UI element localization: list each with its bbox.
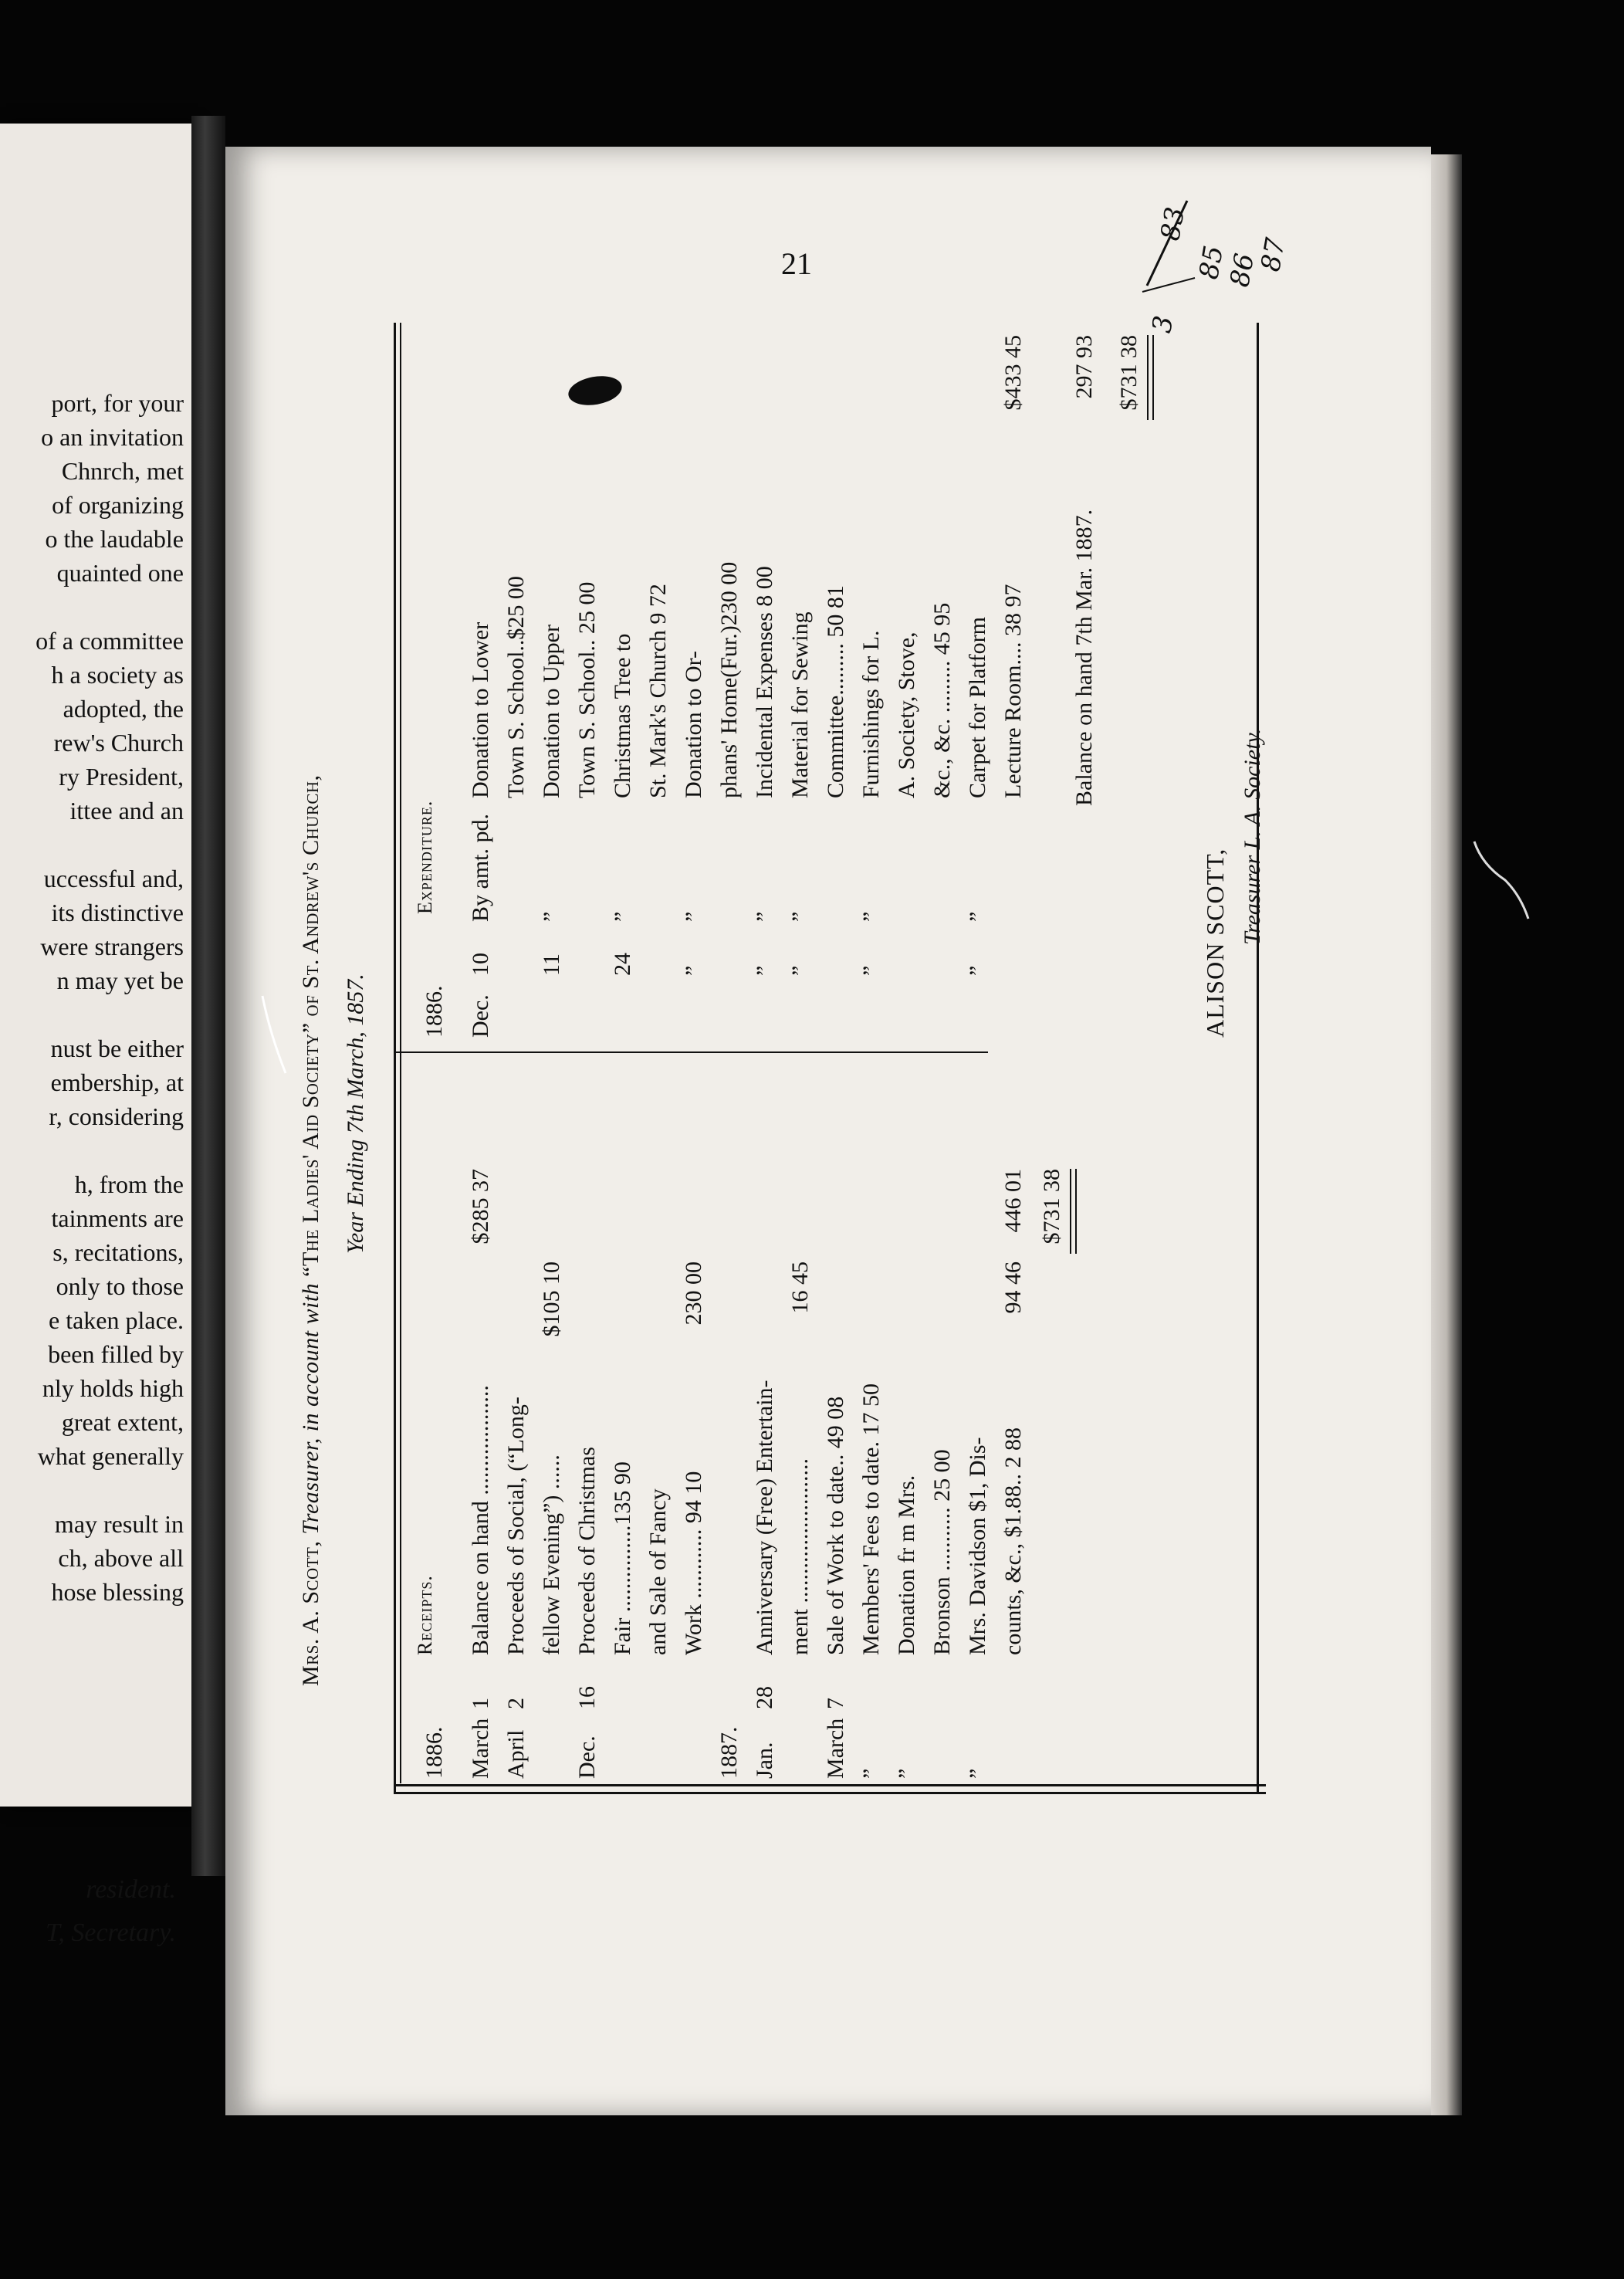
text-line: were strangers (40, 933, 184, 960)
expenditure-text: Furnishings for L. (858, 630, 884, 798)
receipt-text: and Sale of Fancy (645, 1488, 671, 1655)
handnote-3: 3 (1146, 313, 1180, 336)
receipt-text: Mrs. Davidson $1, Dis- (965, 1437, 990, 1655)
receipt-day: 1 (468, 1698, 493, 1709)
expenditure-day: ” (752, 965, 777, 976)
expenditure-text: Town S. School..$25 00 (503, 576, 529, 798)
text-line: of organizing (52, 491, 184, 519)
receipts-year: 1886. (421, 1726, 447, 1779)
account-title (298, 323, 324, 1686)
signature-line: resident. (86, 1875, 176, 1904)
paragraph-gap (36, 590, 184, 624)
account-sheet (298, 323, 1270, 1794)
expenditure-text: Material for Sewing (787, 611, 813, 798)
expenditure-text: Carpet for Platform (965, 617, 990, 798)
receipt-day: 16 (574, 1686, 600, 1709)
expenditure-amount: $433 45 (1000, 335, 1026, 411)
text-line: of a committee (36, 627, 184, 655)
text-line: only to those (56, 1272, 184, 1300)
text-line: r, considering (49, 1102, 184, 1130)
receipt-month: April (503, 1729, 529, 1779)
text-line: h, from the (74, 1170, 184, 1198)
film-scratch (1467, 834, 1544, 926)
text-line: been filled by (48, 1340, 184, 1368)
receipt-month: 1887. (716, 1726, 742, 1779)
receipt-text: Fair ...............135 90 (610, 1461, 635, 1655)
paragraph-gap (36, 1133, 184, 1167)
expenditure-day: 10 (468, 953, 493, 976)
frame-rule (394, 323, 396, 1794)
receipt-amount: 230 00 (681, 1261, 706, 1326)
receipt-amount: 16 45 (787, 1261, 813, 1314)
expenditure-day: ” (858, 965, 884, 976)
expenditure-month: Dec. (468, 994, 493, 1038)
expenditure-text: Lecture Room.... 38 97 (1000, 584, 1026, 798)
expenditure-total-rule (1147, 335, 1154, 420)
receipt-month: March (823, 1718, 848, 1779)
receipt-amount: 94 46 (1000, 1261, 1026, 1314)
text-line: ittee and an (69, 797, 184, 825)
expenditure-day: ” (681, 965, 706, 976)
title-role: Treasurer, in account with (298, 1282, 323, 1535)
signature-line: T, Secretary. (45, 1918, 176, 1947)
text-line: adopted, the (63, 695, 184, 723)
expenditure-prefix: ” (539, 911, 564, 922)
receipt-text: counts, &c., $1.88.. 2 88 (1000, 1427, 1026, 1655)
expenditure-prefix: ” (965, 911, 990, 922)
signature-role: Treasurer L. A. Society. (1240, 728, 1265, 945)
receipts-heading: Receipts. (414, 1575, 436, 1655)
title-society: “The Ladies' Aid Society” of St. Andrew's Church, (298, 774, 323, 1283)
text-line: e taken place. (49, 1306, 184, 1334)
expenditure-heading: Expenditure. (414, 800, 436, 914)
text-line: great extent, (61, 1408, 184, 1436)
column-divider (394, 1051, 988, 1053)
text-line: quainted one (56, 559, 184, 587)
text-line: tainments are (51, 1204, 184, 1232)
previous-page-text (36, 386, 184, 1609)
expenditure-day: ” (787, 965, 813, 976)
expenditure-text: Town S. School.. 25 00 (574, 581, 600, 798)
receipt-month: Jan. (752, 1742, 777, 1779)
text-line: nly holds high (42, 1374, 184, 1402)
receipt-day: 2 (503, 1698, 529, 1709)
frame-rule (1257, 323, 1259, 1794)
expenditure-text: &c., &c. ......... 45 95 (929, 602, 955, 798)
text-line: what generally (37, 1442, 184, 1470)
expenditure-text: phans' Home(Fur.)230 00 (716, 561, 742, 798)
text-line: s, recitations, (52, 1238, 184, 1266)
text-line: nust be either (50, 1035, 184, 1062)
page-number: 21 (781, 246, 812, 281)
expenditure-prefix: ” (858, 911, 884, 922)
expenditure-prefix: ” (787, 911, 813, 922)
expenditure-prefix: ” (610, 911, 635, 922)
expenditure-text: Donation to Lower (468, 621, 493, 798)
text-line: h a society as (51, 661, 184, 689)
expenditure-text: Christmas Tree to (610, 633, 635, 798)
text-line: ch, above all (58, 1544, 184, 1572)
account-subtitle: Year Ending 7th March, 1857. (343, 974, 368, 1254)
receipt-text: ment ......................... (787, 1458, 813, 1655)
paragraph-gap (36, 997, 184, 1031)
paragraph-gap (36, 1473, 184, 1507)
expenditure-text: St. Mark's Church 9 72 (645, 584, 671, 798)
receipt-text: Members' Fees to date. 17 50 (858, 1383, 884, 1655)
receipt-month: ” (965, 1768, 990, 1779)
receipt-text: Balance on hand ................... (468, 1385, 493, 1655)
expenditure-text: Donation to Upper (539, 625, 564, 798)
frame-rule (400, 323, 401, 1783)
receipts-total-rule (1070, 1169, 1077, 1254)
receipt-month: ” (858, 1768, 884, 1779)
text-line: ry President, (59, 763, 184, 791)
title-name: Mrs. A. Scott, (298, 1534, 323, 1686)
text-line: Chnrch, met (61, 457, 184, 485)
expenditure-text: A. Society, Stove, (894, 632, 919, 798)
receipts-total: $731 38 (1039, 1169, 1064, 1244)
receipt-text: fellow Evening”) ...... (539, 1454, 564, 1655)
receipt-amount: $105 10 (539, 1261, 564, 1337)
expenditure-prefix: ” (681, 911, 706, 922)
receipt-amount: $285 37 (468, 1169, 493, 1244)
expenditure-text: Donation to Or- (681, 650, 706, 798)
page-edge (1431, 154, 1462, 2115)
receipt-amount: 446 01 (1000, 1169, 1026, 1233)
receipt-text: Work ............ 94 10 (681, 1471, 706, 1655)
expenditure-day: ” (965, 965, 990, 976)
text-line: uccessful and, (43, 865, 184, 892)
previous-page (0, 124, 191, 1947)
book-gutter (191, 116, 225, 1876)
handnote-83: 83 (1155, 205, 1192, 243)
receipt-text: Sale of Work to date.. 49 08 (823, 1396, 848, 1655)
signature-name: ALISON SCOTT, (1201, 848, 1229, 1038)
receipt-month: ” (894, 1768, 919, 1779)
receipt-month: Dec. (574, 1735, 600, 1779)
text-line: port, for your (51, 389, 184, 417)
receipt-month: March (468, 1718, 493, 1779)
text-line: n may yet be (56, 967, 184, 994)
frame-rule (394, 1784, 1266, 1786)
handnote-85: 85 (1193, 243, 1230, 282)
text-line: embership, at (50, 1068, 184, 1096)
expenditure-prefix: ” (752, 911, 777, 922)
account-sheet-rotated (298, 323, 1270, 1794)
paragraph-gap (36, 828, 184, 862)
expenditure-text: Incidental Expenses 8 00 (752, 566, 777, 798)
handnote-86: 86 (1224, 251, 1261, 290)
film-scratch (255, 988, 301, 1081)
expenditure-day: 24 (610, 953, 635, 976)
expenditure-day: 11 (539, 953, 564, 976)
text-line: rew's Church (53, 729, 184, 757)
receipt-text: Bronson ........... 25 00 (929, 1449, 955, 1655)
receipt-text: Donation fr m Mrs. (894, 1475, 919, 1655)
receipt-text: Proceeds of Social, (“Long- (503, 1397, 529, 1655)
balance-text: Balance on hand 7th Mar. 1887. (1071, 509, 1097, 806)
balance-amount: 297 93 (1071, 335, 1097, 399)
text-line: o an invitation (41, 423, 184, 451)
receipt-day: 28 (752, 1686, 777, 1709)
expenditure-prefix: By amt. pd. (468, 814, 493, 922)
expenditure-year: 1886. (421, 985, 447, 1038)
expenditure-total: $731 38 (1116, 335, 1142, 411)
receipt-text: Proceeds of Christmas (574, 1447, 600, 1655)
text-line: hose blessing (51, 1578, 184, 1606)
previous-page-signatures (46, 1868, 176, 1955)
handnote-87: 87 (1255, 235, 1292, 274)
receipt-text: Anniversary (Free) Entertain- (752, 1380, 777, 1655)
text-line: its distinctive (51, 899, 184, 926)
expenditure-text: Committee......... 50 81 (823, 585, 848, 798)
frame-rule (394, 1792, 1266, 1794)
text-line: o the laudable (45, 525, 184, 553)
receipt-day: 7 (823, 1698, 848, 1709)
text-line: may result in (54, 1510, 184, 1538)
